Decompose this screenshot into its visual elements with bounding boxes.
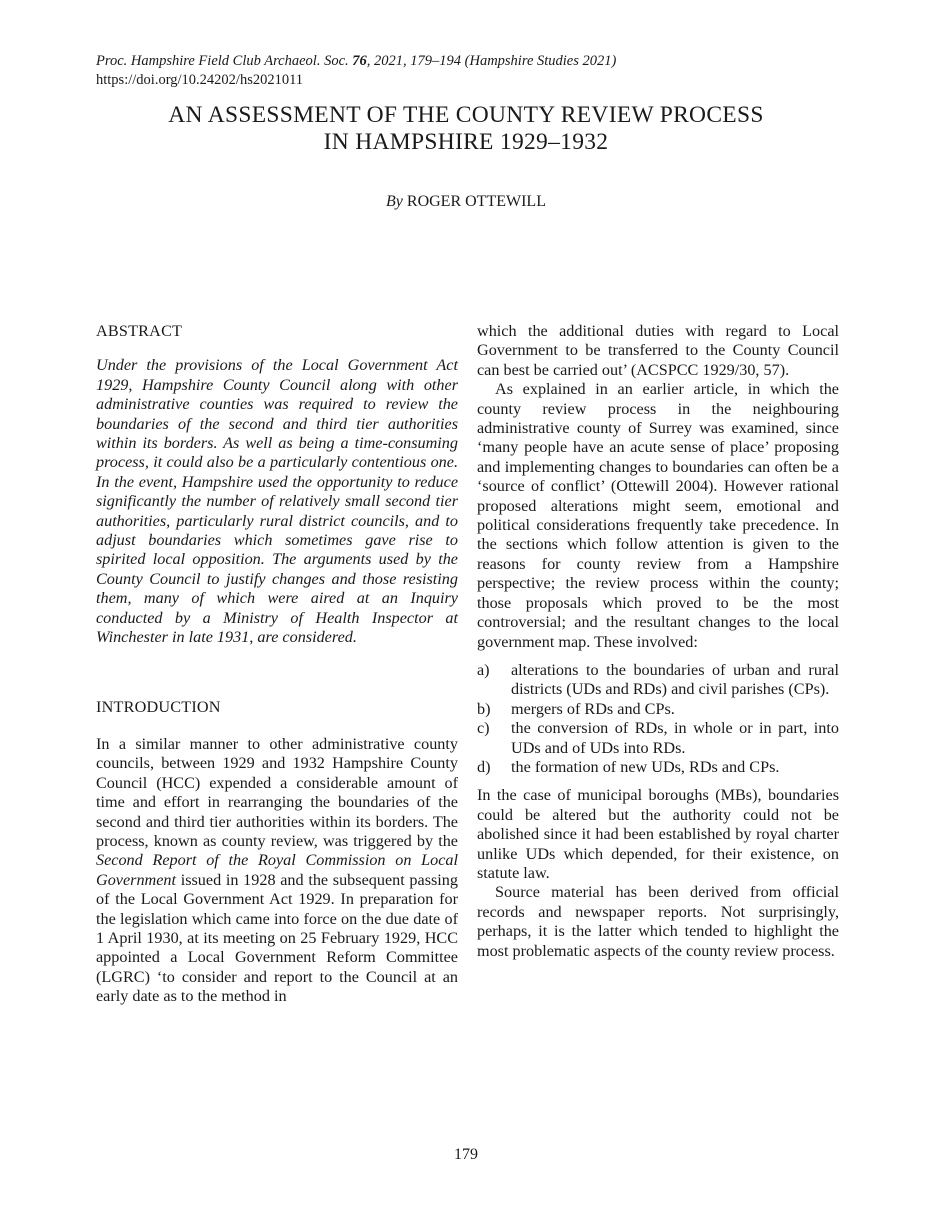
page-number: 179 [454, 1146, 478, 1163]
list-item-text: the formation of new UDs, RDs and CPs. [511, 757, 780, 776]
byline-by: By [386, 193, 403, 210]
introduction-heading: INTRODUCTION [96, 697, 221, 716]
list-item [477, 661, 839, 700]
report-title-italic: Second Report of the Royal Commission on Local Government [96, 851, 458, 889]
list-item [477, 758, 839, 777]
journal-header [96, 52, 616, 90]
list-item [477, 719, 839, 758]
journal-citation [96, 52, 616, 71]
abstract-text: Under the provisions of the Local Government Act 1929, Hampshire County Council along with other administrative counties was required to review the boundaries of the second and third tier authorities within its borders. As well as being a time-consuming process, it could also be a particularly contentious one. In the event, Hampshire used the opportunity to reduce significantly the number of relatively small second tier authorities, particularly rural district councils, and to adjust boundaries which sometimes gave rise to spirited local opposition. The arguments used by the County Council to justify changes and those resisting them, many of which were aired at an Inquiry conducted by a Ministry of Health Inspector at Winchester in late 1931, are considered. [96, 356, 458, 647]
list-item-label: b) [477, 699, 491, 718]
byline [0, 193, 932, 211]
introduction-paragraph-1-continued: which the additional duties with regard to Local Government to be transferred to the County Council can best be carried out’ (ACSPCC 1929/30, 57). [477, 322, 839, 379]
intro-p1-part-b: issued in 1928 and the subsequent passing of the Local Government Act 1929. In preparation for the legislation which came into force on the due date of 1 April 1930, at its meeting on 25 February 1929, HCC appointed a Local Government Reform Committee (LGRC) ‘to consider and report to the Council at an early date as to the method in [96, 870, 458, 1006]
doi-link[interactable]: https://doi.org/10.24202/hs2021011 [96, 72, 304, 88]
introduction-paragraph-1 [96, 735, 458, 1007]
right-column [477, 322, 839, 961]
introduction-paragraph-4: Source material has been derived from official records and newspaper reports. Not surprisingly, perhaps, it is the latter which tended to highlight the most problematic aspects of the county review process. [477, 883, 839, 960]
list-item-text: mergers of RDs and CPs. [511, 699, 675, 718]
journal-pages: , 2021, 179–194 (Hampshire Studies 2021) [366, 53, 617, 69]
introduction-paragraph-3: In the case of municipal boroughs (MBs), boundaries could be altered but the authority could not be abolished since it had been established by royal charter unlike UDs which depended, for their existence, on statute law. [477, 786, 839, 882]
list-item-text: alterations to the boundaries of urban and rural districts (UDs and RDs) and civil parishes (CPs). [511, 660, 839, 699]
list-item-label: c) [477, 719, 490, 738]
list-item [477, 700, 839, 719]
list-item-label: a) [477, 660, 490, 679]
changes-list [477, 661, 839, 777]
introduction-paragraph-2: As explained in an earlier article, in which the county review process in the neighbouring administrative county of Surrey was examined, since ‘many people have an acute sense of place’ proposing and implementing changes to boundaries can often be a ‘source of conflict’ (Ottewill 2004). However rational proposed alterations might seem, emotional and political considerations frequently take precedence. In the sections which follow attention is given to the reasons for county review from a Hampshire perspective; the review process within the county; those proposals which proved to be the most controversial; and the resultant changes to the local government map. These involved: [477, 380, 839, 651]
article-title [60, 102, 872, 156]
list-item-text: the conversion of RDs, in whole or in part, into UDs and of UDs into RDs. [511, 719, 839, 757]
abstract-heading: ABSTRACT [96, 322, 183, 340]
title-line-1: AN ASSESSMENT OF THE COUNTY REVIEW PROCESS [168, 102, 764, 128]
intro-p1-part-a: In a similar manner to other administrative county councils, between 1929 and 1932 Hampshire County Council (HCC) expended a considerable amount of time and effort in rearranging the boundaries of the second and third tier authorities within its borders. The process, known as county review, was triggered by the [96, 734, 458, 850]
title-line-2: IN HAMPSHIRE 1929–1932 [323, 129, 609, 155]
author-name: ROGER OTTEWILL [406, 193, 546, 210]
list-item-label: d) [477, 757, 491, 776]
journal-volume: 76 [352, 53, 367, 69]
left-column [96, 322, 458, 1007]
journal-name: Proc. Hampshire Field Club Archaeol. Soc. [96, 53, 349, 69]
